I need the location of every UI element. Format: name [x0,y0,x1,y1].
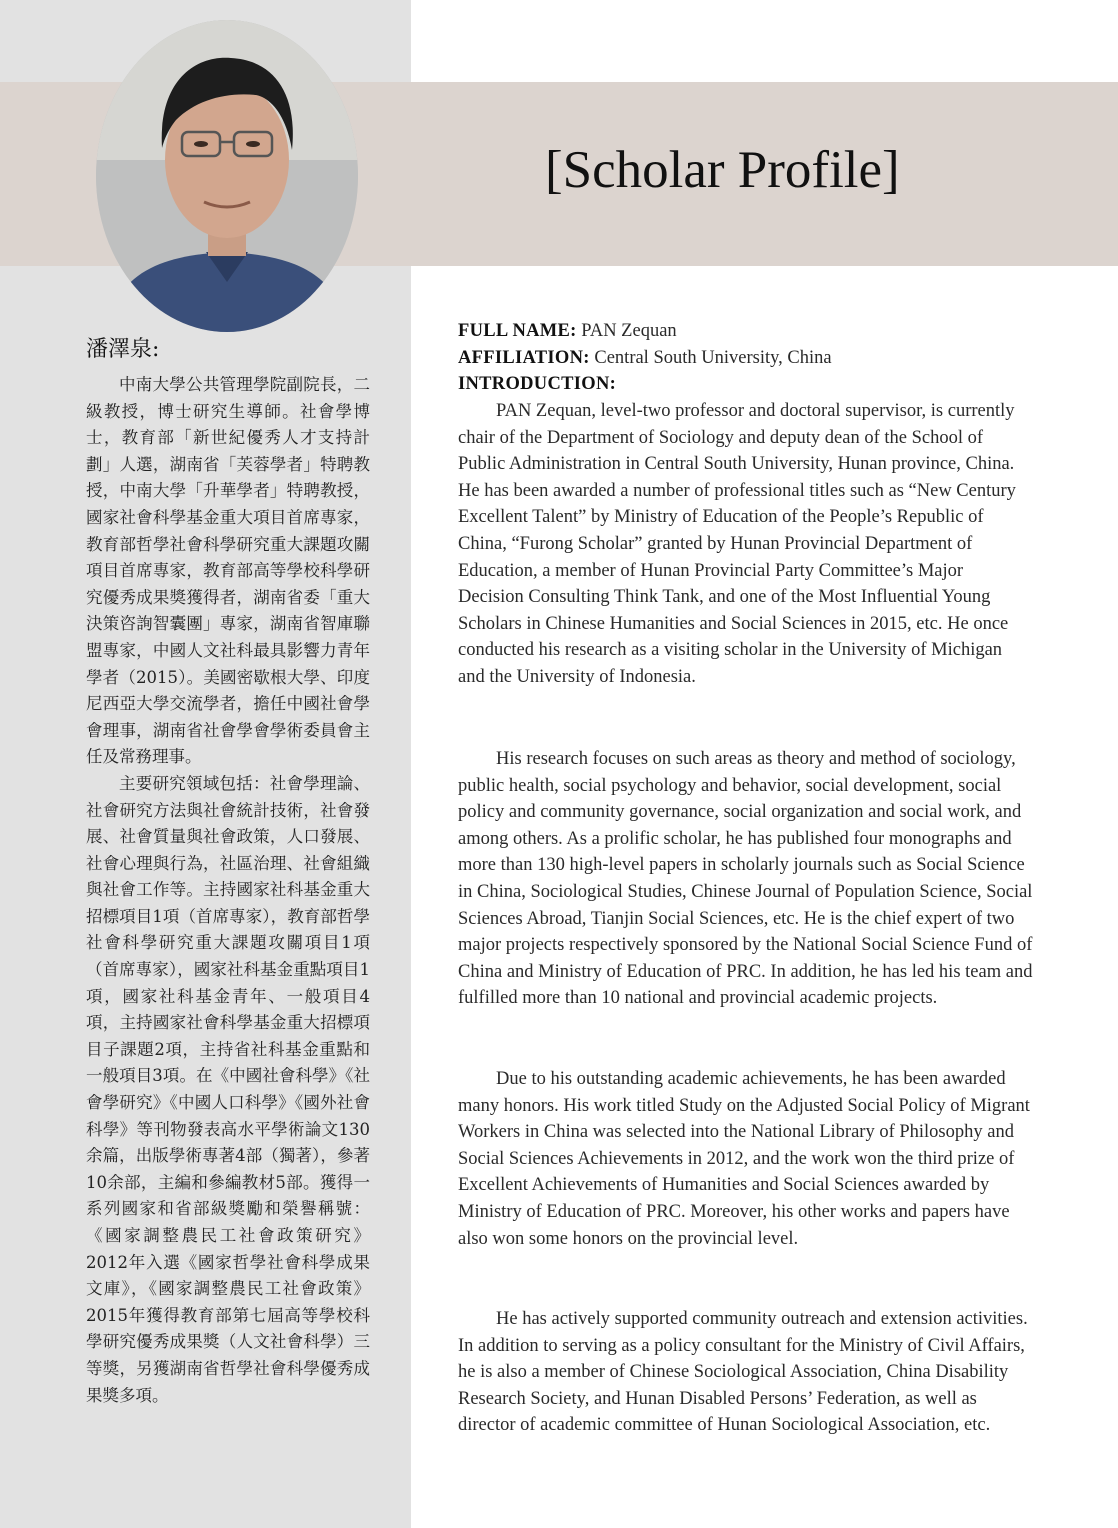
chinese-name-heading: 潘澤泉: [86,337,160,362]
full-name-label: FULL NAME: [458,321,577,341]
paragraph-text: PAN Zequan, level-two professor and doctoral supervisor, is currently chair of the Department of Sociology and deputy dean of the School of Public Administration in Central South University, Hunan province, China. He has been awarded a number of professional titles such as “New Century Excellent Talent” by Ministry of Education of the People’s Republic of China, “Furong Scholar” granted by Hunan Provincial Department of Education, a member of Hunan Provincial Party Committee’s Major Decision Consulting Think Tank, and one of the Most Influential Young Scholars in Chinese Humanities and Social Sciences in 2015, etc. He once conducted his research as a visiting scholar in the University of Michigan and the University of Indonesia. [458,401,1016,687]
chinese-paragraph: 中南大學公共管理學院副院長，二級教授，博士研究生導師。社會學博士，教育部「新世紀優秀人才支持計劃」人選，湖南省「芙蓉學者」特聘教授，中南大學「升華學者」特聘教授，國家社會科學基金重大項目首席專家，教育部哲學社會科學研究重大課題攻關項目首席專家，教育部高等學校科學研究優秀成果獎獲得者，湖南省委「重大決策咨詢智囊團」專家，湖南省智庫聯盟專家，中國人文社科最具影響力青年學者（2015）。美國密歇根大學、印度尼西亞大學交流學者，擔任中國社會學會理事，湖南省社會學會學術委員會主任及常務理事。 [86,375,370,767]
introduction-paragraph-1 [458,398,1033,691]
profile-fields [458,318,1033,398]
introduction-paragraph-3 [458,1066,1033,1252]
portrait-illustration [96,20,358,332]
introduction-paragraph-4 [458,1306,1033,1439]
introduction-row [458,371,1033,398]
affiliation-row [458,345,1033,372]
full-name-row [458,318,1033,345]
chinese-biography [86,372,370,1409]
portrait-photo [96,20,358,332]
introduction-paragraph-2 [458,746,1033,1012]
paragraph-text: Due to his outstanding academic achievements, he has been awarded many honors. His work titled Study on the Adjusted Social Policy of Migrant Workers in China was selected into the National Library of Philosophy and Social Sciences Achievements in 2012, and the work won the third prize of Excellent Achievements of Humanities and Social Sciences awarded by Ministry of Education of PRC. Moreover, his other works and papers have also won some honors on the provincial level. [458,1069,1030,1249]
introduction-label: INTRODUCTION: [458,374,617,395]
chinese-paragraph: 主要研究領域包括：社會學理論、社會研究方法與社會統計技術，社會發展、社會質量與社會政策，人口發展、社會心理與行為，社區治理、社會組織與社會工作等。主持國家社科基金重大招標項目1項（首席專家），教育部哲學社會科學研究重大課題攻關項目1項（首席專家），國家社科基金重點項目1項，國家社科基金青年、一般項目4項，主持國家社會科學基金重大招標項目子課題2項，主持省社科基金重點和一般項目3項。在《中國社會科學》《社會學研究》《中國人口科學》《國外社會科學》等刊物發表高水平學術論文130余篇，出版學術專著4部（獨著），參著10余部，主編和參編教材5部。獲得一系列國家和省部級獎勵和榮譽稱號：《國家調整農民工社會政策研究》2012年入選《國家哲學社會科學成果文庫》，《國家調整農民工社會政策》2015年獲得教育部第七屆高等學校科學研究優秀成果獎（人文社會科學）三等獎，另獲湖南省哲學社會科學優秀成果獎多項。 [86,773,370,1405]
page-title: [Scholar Profile] [545,141,900,199]
paragraph-text: His research focuses on such areas as theory and method of sociology, public health, social psychology and behavior, social development, social policy and community governance, social organization and social work, and among others. As a prolific scholar, he has published four monographs and more than 130 high-level papers in scholarly journals such as Social Science in China, Sociological Studies, Chinese Journal of Population Science, Social Sciences Abroad, Tianjin Social Sciences, etc. He is the chief expert of two major projects respectively sponsored by the National Social Science Fund of China and Ministry of Education of PRC. In addition, he has led his team and fulfilled more than 10 national and provincial academic projects. [458,749,1033,1009]
affiliation-value: Central South University, China [594,347,832,368]
full-name-value: PAN Zequan [581,321,677,341]
paragraph-text: He has actively supported community outreach and extension activities. In addition to serving as a policy consultant for the Ministry of Civil Affairs, he is also a member of Chinese Sociological Association, China Disability Research Society, and Hunan Disabled Persons’ Federation, as well as director of academic committee of Hunan Sociological Association, etc. [458,1309,1028,1436]
affiliation-label: AFFILIATION: [458,347,590,368]
